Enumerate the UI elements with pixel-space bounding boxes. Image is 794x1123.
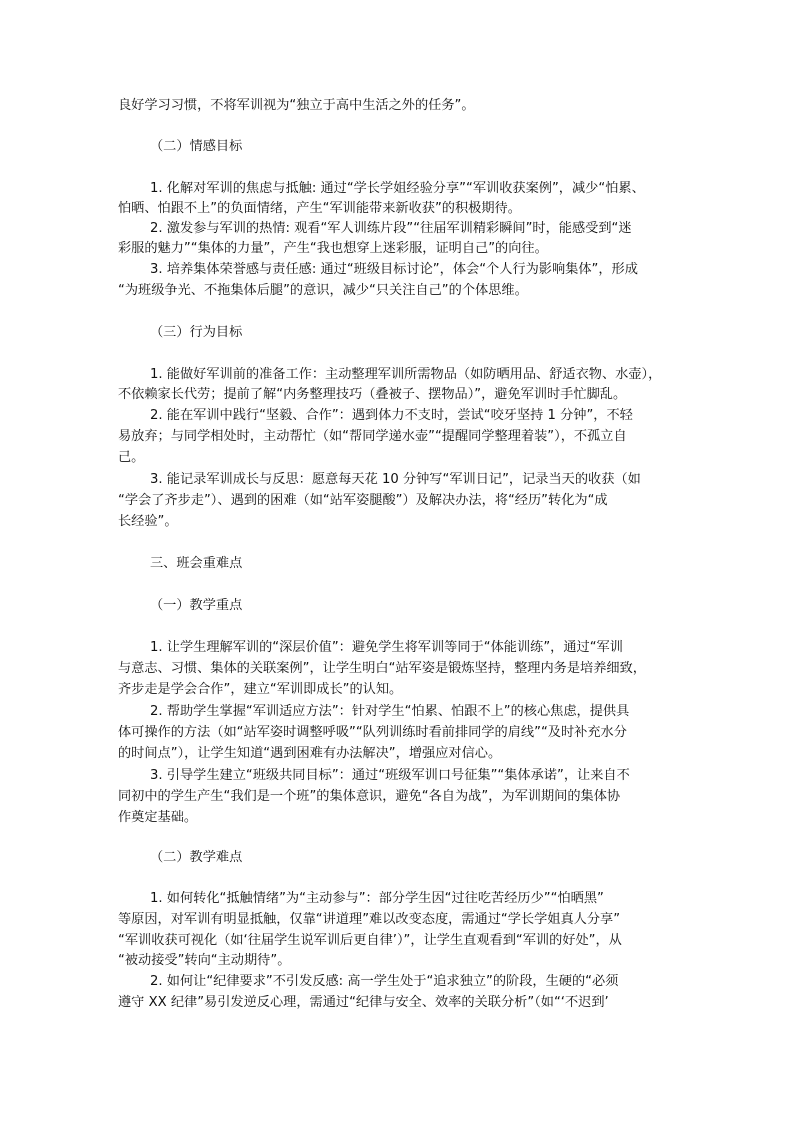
- key-point-2-line-2: 体可操作的方法（如“站军姿时调整呼吸”“队列训练时看前排同学的肩线”“及时补充水分: [118, 725, 627, 740]
- emotion-item-3-line-2: “为班级争光、不拖集体后腿”的意识，减少“只关注自己”的个体思维。: [118, 283, 528, 298]
- key-point-3-line-2: 同初中的学生产生“我们是一个班”的集体意识，避免“各自为战”，为军训期间的集体协: [118, 789, 621, 804]
- emotion-item-1-line-2: 怕晒、怕跟不上”的负面情绪，产生“军训能带来新收获”的积极期待。: [118, 201, 521, 216]
- key-point-2-line-1: 2. 帮助学生掌握“军训适应方法”：针对学生“怕累、怕跟不上”的核心焦虑，提供具: [150, 704, 630, 719]
- emotion-item-1-line-1: 1. 化解对军训的焦虑与抵触: 通过“学长学姐经验分享”“军训收获案例”，减少“怕累、: [150, 181, 645, 196]
- behavior-item-3-line-2: “学会了齐步走”）、遇到的困难（如“站军姿腿酸”）及解决办法，将“经历”转化为“成: [118, 493, 608, 508]
- behavior-heading: （三）行为目标: [150, 325, 243, 340]
- emotion-item-2-line-1: 2. 激发参与军训的热情: 观看“军人训练片段”“往届军训精彩瞬间”时，能感受到“迷: [150, 221, 632, 236]
- emotion-item-2-line-2: 彩服的魅力”“集体的力量”，产生“我也想穿上迷彩服，证明自己”的向往。: [118, 241, 548, 256]
- difficulty-1-line-1: 1. 如何转化“抵触情绪”为“主动参与”：部分学生因“过往吃苦经历少”“怕晒黑”: [150, 891, 604, 906]
- difficulty-1-line-3: “军训收获可视化（如‘往届学生说军训后更自律’）”，让学生直观看到“军训的好处”，从: [118, 933, 622, 948]
- key-point-2-line-3: 的时间点”），让学生知道“遇到困难有办法解决”，增强应对信心。: [118, 746, 502, 761]
- emotion-item-3-line-1: 3. 培养集体荣誉感与责任感: 通过“班级目标讨论”，体会“个人行为影响集体”，形成: [150, 262, 638, 277]
- behavior-item-2-line-2: 易放弃；与同学相处时，主动帮忙（如“帮同学递水壶”“提醒同学整理着装”），不孤立自: [118, 429, 627, 444]
- emotion-heading: （二）情感目标: [150, 139, 243, 154]
- behavior-item-3-line-3: 长经验”。: [118, 514, 178, 529]
- key-points-heading: （一）教学重点: [150, 598, 243, 613]
- key-point-3-line-1: 3. 引导学生建立“班级共同目标”：通过“班级军训口号征集”“集体承诺”，让来自不: [150, 768, 630, 783]
- behavior-item-1-line-1: 1. 能做好军训前的准备工作：主动整理军训所需物品（如防晒用品、舒适衣物、水壶），: [150, 367, 662, 382]
- behavior-item-1-line-2: 不依赖家长代劳；提前了解“内务整理技巧（叠被子、摆物品）”，避免军训时手忙脚乱。: [118, 387, 627, 402]
- difficulty-2-line-1: 2. 如何让“纪律要求”不引发反感: 高一学生处于“追求独立”的阶段，生硬的“必须: [150, 974, 619, 989]
- key-point-3-line-3: 作奠定基础。: [118, 810, 198, 825]
- key-point-1-line-2: 与意志、习惯、集体的关联案例”，让学生明白“站军姿是锻炼坚持，整理内务是培养细致，: [118, 661, 646, 676]
- key-point-1-line-1: 1. 让学生理解军训的“深层价值”：避免学生将军训等同于“体能训练”，通过“军训: [150, 640, 623, 655]
- difficulty-1-line-4: “被动接受”转向“主动期待”。: [118, 953, 291, 968]
- difficulty-1-line-2: 等原因，对军训有明显抵触，仅靠“讲道理”难以改变态度，需通过“学长学姐真人分享”: [118, 912, 621, 927]
- behavior-item-2-line-1: 2. 能在军训中践行“坚毅、合作”：遇到体力不支时，尝试“咬牙坚持 1 分钟”，不轻: [150, 408, 633, 423]
- intro-tail-text: 良好学习习惯，不将军训视为“独立于高中生活之外的任务”。: [118, 98, 475, 113]
- section-3-heading: 三、班会重难点: [150, 556, 243, 571]
- behavior-item-2-line-3: 己。: [118, 450, 145, 465]
- difficulty-2-line-2: 遵守 XX 纪律”易引发逆反心理，需通过“纪律与安全、效率的关联分析”（如“‘不迟到’: [118, 995, 609, 1010]
- difficulties-heading: （二）教学难点: [150, 850, 243, 865]
- behavior-item-3-line-1: 3. 能记录军训成长与反思：愿意每天花 10 分钟写“军训日记”，记录当天的收获（如: [150, 472, 641, 487]
- key-point-1-line-3: 齐步走是学会合作”，建立“军训即成长”的认知。: [118, 682, 403, 697]
